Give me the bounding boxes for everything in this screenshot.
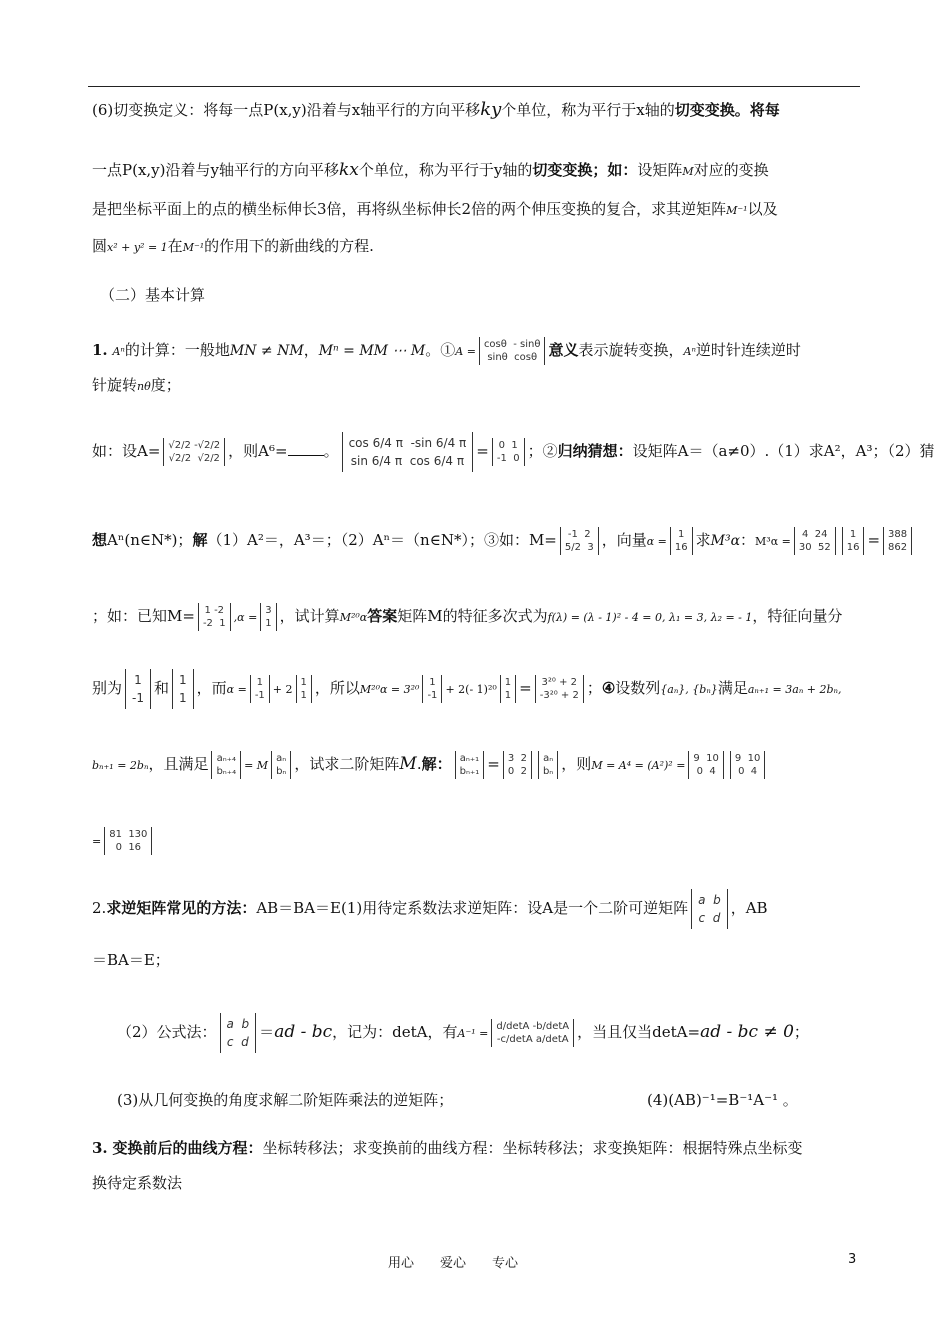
math-kx: kx [338, 160, 359, 180]
bold-term: 归纳猜想： [557, 442, 633, 460]
math-ky: ky [480, 99, 502, 120]
text: 。① [425, 341, 456, 359]
matrix-result: 0 1 -1 0 [492, 438, 525, 466]
math-M: M [682, 165, 694, 178]
math-Mn: Mⁿ = MM ⋯ M [318, 343, 426, 359]
text: 度； [150, 376, 181, 394]
vector-alpha: 1 16 [842, 527, 865, 555]
bold-term: 答案 [367, 607, 398, 625]
paragraph-eigenvectors: 别为 1 -1和 1 1，而α =1 -1 + 21 1 ，所以M²⁰α = 3²⁰1 -1 + 2(- 1)²⁰1 1 = 3²⁰ + 2 -3²⁰ + 2 ；④设数列{aₙ}, {bₙ}满足aₙ₊₁ = 3aₙ + 2bₙ, [92, 668, 858, 708]
text: (6)切变换定义：将每一点P(x,y)沿着与x轴平行的方向平移 [92, 101, 481, 119]
text: (3)从几何变换的角度求解二阶矩阵乘法的逆矩阵； [117, 1091, 454, 1109]
text: 满足 [717, 679, 748, 697]
math-ntheta: nθ [137, 380, 151, 393]
bold-term: 解： [421, 755, 452, 773]
text: ； [793, 1023, 809, 1041]
text: 坐标转移法；求变换前的曲线方程：坐标转移法；求变换矩阵：根据特殊点坐标变 [262, 1139, 803, 1157]
text: 求 [695, 531, 711, 549]
math-M3alpha-eq: M³α = [755, 535, 791, 548]
math-M: M [399, 754, 417, 774]
text: 设矩阵 [632, 442, 678, 460]
footer-slogan: 用心 爱心 专心 [388, 1256, 519, 1271]
text: 逆时针连续逆时 [695, 341, 801, 359]
bold-term: 意义 [548, 341, 579, 359]
text: ， [303, 341, 319, 359]
text: ，而 [196, 679, 227, 697]
paragraph-curve-equation [92, 1138, 858, 1158]
matrix-A: √2/2 -√2/2 √2/2 √2/2 [163, 438, 225, 466]
math-Ainv: A⁻¹ = [457, 1027, 489, 1040]
math-MA4: M = A⁴ = (A²)² = [591, 759, 686, 772]
paragraph-line [117, 1090, 857, 1110]
matrix: 9 10 0 4 [730, 751, 765, 779]
math-ad-bc-neq0: ad - bc ≠ 0 [700, 1022, 794, 1042]
rotation-matrix: cosθ - sinθ sinθ cosθ [479, 337, 546, 365]
text: . [416, 755, 422, 773]
vector-alpha: 1 16 [670, 527, 693, 555]
text: ，当且仅当detA= [577, 1023, 701, 1041]
matrix-inverse: d/detA -b/detA -c/detA a/detA [491, 1019, 574, 1047]
text: 如：设A= [92, 442, 161, 460]
bold-term: 求逆矩阵常见的方法： [106, 899, 257, 917]
matrix: 3 2 0 2 [503, 751, 532, 779]
math-An: Aⁿ [683, 345, 696, 358]
eigenvector-1: 1 -1 [125, 669, 151, 709]
text: ；如：已知M= [92, 607, 195, 625]
text: ，且满足 [148, 755, 209, 773]
text: ； [586, 679, 602, 697]
matrix-result: 81 130 0 16 [104, 827, 152, 855]
math-M20alpha: M²⁰α = 3²⁰ [359, 683, 420, 696]
text: ，则 [561, 755, 592, 773]
math-plus: + 2(- 1)²⁰ [445, 683, 497, 696]
bold-term: 切变变换 [674, 101, 735, 119]
math-charpoly: f(λ) = (λ - 1)² - 4 = 0, λ₁ = 3, λ₂ = - 1 [547, 611, 753, 624]
math-ad-bc: ad - bc [274, 1022, 333, 1042]
eigenvector-2: 1 1 [172, 669, 194, 709]
determinant-abcd: a b c d [220, 1013, 257, 1053]
text: 针旋转 [92, 376, 138, 394]
paragraph-formula-method [117, 1004, 857, 1060]
vector: aₙ bₙ [538, 751, 558, 779]
text: 和 [153, 679, 169, 697]
paragraph-line [92, 375, 858, 397]
answer-blank [288, 441, 324, 456]
paragraph-eigen [92, 596, 858, 636]
circled-number: ④ [601, 679, 616, 697]
text: 对应的变换 [693, 161, 769, 179]
page-number: 3 [848, 1252, 857, 1267]
math-eqM: = M [244, 759, 269, 772]
vector: aₙ₊₄ bₙ₊₄ [211, 751, 241, 779]
text: 设矩阵 [637, 161, 683, 179]
math-M3alpha: M³α [710, 533, 741, 549]
text: ： [740, 531, 756, 549]
text: 是把坐标平面上的点的横坐标伸长3倍，再将纵坐标伸长2倍的两个伸压变换的复合，求其逆矩阵 [92, 200, 727, 218]
math-alpha: α = [646, 535, 667, 548]
text: 在 [167, 237, 183, 255]
text: ，试求二阶矩阵 [294, 755, 400, 773]
matrix-abcd: a b c d [691, 889, 728, 929]
text: 的计算：一般地 [124, 341, 230, 359]
math-alpha: ,α = [233, 611, 258, 624]
text: 换待定系数法 [92, 1174, 183, 1192]
text: 。将每 [734, 101, 780, 119]
vector-result: 3²⁰ + 2 -3²⁰ + 2 [535, 675, 584, 703]
text: ，向量 [601, 531, 647, 549]
vector: 1 1 [500, 675, 516, 703]
paragraph-result [92, 820, 858, 860]
vector: 1 1 [296, 675, 312, 703]
text: ＝ [259, 1023, 275, 1041]
text: ，AB [730, 899, 768, 917]
math-An: Aⁿ [112, 345, 125, 358]
text: （1）A²＝，A³＝；（2）Aⁿ＝（n∈N*）；③如：M= [207, 531, 557, 549]
text: ，则A⁶= [228, 442, 288, 460]
text: A＝（a≠0）.（1）求A²，A³；（2）猜 [677, 442, 935, 460]
text: 想 [92, 531, 108, 549]
item-number: 3. [92, 1139, 108, 1157]
text: AB＝BA＝E(1)用待定系数法求逆矩阵：设A是一个二阶可逆矩阵 [256, 899, 689, 917]
vector: aₙ₊₁ bₙ₊₁ [455, 751, 485, 779]
section-title: （二）基本计算 [100, 286, 206, 304]
text: ，试计算 [279, 607, 340, 625]
math-M20alpha: M²⁰α [339, 611, 368, 624]
matrix-M: 1 -2 -2 1 [198, 603, 231, 631]
math-recurrence: bₙ₊₁ = 2bₙ [92, 759, 149, 772]
math-alpha: α = [226, 683, 247, 696]
item-number: 2. [92, 899, 107, 917]
vector: aₙ bₙ [271, 751, 291, 779]
item-number: 1. [92, 341, 108, 359]
paragraph-shear-x [92, 100, 858, 120]
math-recurrence: aₙ₊₁ = 3aₙ + 2bₙ, [747, 683, 842, 696]
bold-term: 切变变换；如： [532, 161, 638, 179]
text: （2）公式法： [117, 1023, 217, 1041]
text: 。 [323, 442, 339, 460]
paragraph-shear-y [92, 160, 858, 182]
paragraph-induction: 想Aⁿ(n∈N*)；解（1）A²＝，A³＝；（2）Aⁿ＝（n∈N*）；③如：M= -1 2 5/2 3 ，向量α =1 16 求M³α：M³α =4 24 30 521 16 = 388 862 [92, 520, 858, 560]
header-rule [88, 86, 860, 87]
vector-result: 388 862 [883, 527, 912, 555]
text: 的作用下的新曲线的方程. [204, 237, 374, 255]
text: Aⁿ(n∈N*)； [107, 531, 193, 549]
paragraph-line [92, 236, 858, 258]
vector: 1 -1 [422, 675, 442, 703]
vector-alpha: 3 1 [260, 603, 276, 631]
text: 设数列 [615, 679, 661, 697]
bold-term: 变换前后的曲线方程： [112, 1139, 263, 1157]
text: 别为 [92, 679, 123, 697]
vector: 1 -1 [250, 675, 270, 703]
math-Minv: M⁻¹ [726, 204, 748, 217]
paragraph-line [92, 199, 858, 221]
paragraph-recurrence: bₙ₊₁ = 2bₙ，且满足 aₙ₊₄ bₙ₊₄ = Maₙ bₙ ，试求二阶矩阵M.解： aₙ₊₁ bₙ₊₁ = 3 2 0 2aₙ bₙ ，则M = A⁴ = (A²)² =9 10 0 49 10 0 4 [92, 744, 858, 784]
matrix-M3: 4 24 30 52 [794, 527, 836, 555]
text: ，记为：detA，有 [332, 1023, 458, 1041]
paragraph-inverse-methods [92, 888, 858, 928]
bold-term: 解 [192, 531, 208, 549]
matrix: 9 10 0 4 [688, 751, 723, 779]
paragraph-line [92, 1173, 858, 1193]
text: ，所以 [314, 679, 360, 697]
math-eq: = [92, 835, 102, 848]
text: 以及 [747, 200, 778, 218]
math-Minv: M⁻¹ [182, 241, 205, 254]
paragraph-example-A6: 如：设A= √2/2 -√2/2 √2/2 √2/2 ，则A⁶= 。 cos 6/4 π -sin 6/4 π sin 6/4 π cos 6/4 π= 0 1 -1 0 ；②归纳猜想：设矩阵A＝（a≠0）.（1）求A²，A³；（2）猜 [92, 418, 858, 484]
paragraph-line [92, 950, 858, 970]
text: (4)(AB)⁻¹=B⁻¹A⁻¹ 。 [647, 1091, 798, 1109]
text: 矩阵M的特征多次式为 [397, 607, 548, 625]
matrix-cos-sin: cos 6/4 π -sin 6/4 π sin 6/4 π cos 6/4 π [342, 432, 474, 472]
text: ；② [527, 442, 558, 460]
text: 个单位，称为平行于y轴的 [358, 161, 533, 179]
text: ，特征向量分 [752, 607, 843, 625]
paragraph-matrix-power [92, 333, 858, 367]
math-circle: x² + y² = 1 [107, 241, 168, 254]
text: ＝BA＝E； [92, 951, 170, 969]
text: 圆 [92, 237, 108, 255]
text: 表示旋转变换， [578, 341, 684, 359]
text: 一点P(x,y)沿着与y轴平行的方向平移 [92, 161, 339, 179]
math-plus: + 2 [272, 683, 293, 696]
math-neq: MN ≠ NM [229, 343, 304, 359]
math-A: A = [455, 345, 476, 358]
matrix-M: -1 2 5/2 3 [560, 527, 599, 555]
math-sequences: {aₙ}, {bₙ} [660, 683, 718, 696]
text: 个单位，称为平行于x轴的 [501, 101, 675, 119]
section-heading [100, 285, 866, 305]
